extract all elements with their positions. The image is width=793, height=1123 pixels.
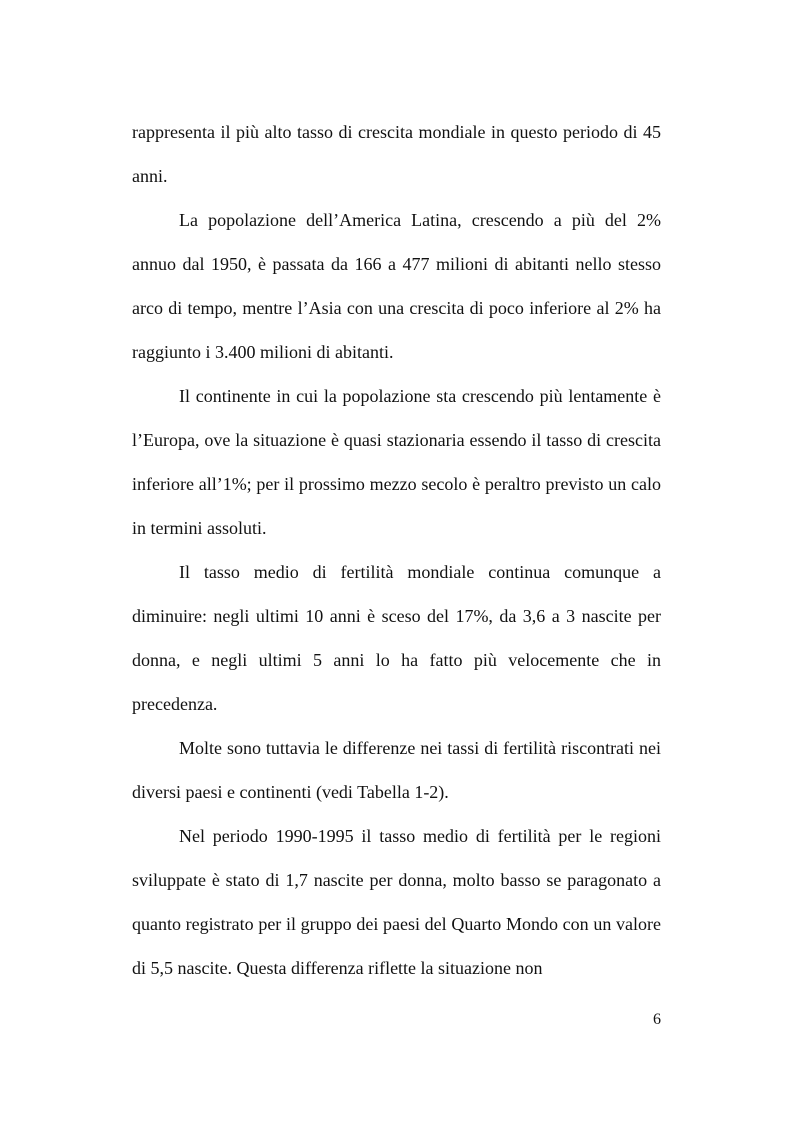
paragraph-fertility-rate: Il tasso medio di fertilità mondiale continua comunque a diminuire: negli ultimi 10 anni è sceso del 17%, da 3,6 a 3 nascite per donna, e negli ultimi 5 anni lo ha fatto più velocemente che in precedenza.	[132, 562, 661, 714]
paragraph-differences: Molte sono tuttavia le differenze nei tassi di fertilità riscontrati nei diversi paesi e continenti (vedi Tabella 1-2).	[132, 738, 661, 802]
paragraph-latin-america: La popolazione dell’America Latina, crescendo a più del 2% annuo dal 1950, è passata da 166 a 477 milioni di abitanti nello stesso arco di tempo, mentre l’Asia con una crescita di poco inferiore al 2% ha raggiunto i 3.400 milioni di abitanti.	[132, 210, 661, 362]
paragraph-europe: Il continente in cui la popolazione sta crescendo più lentamente è l’Europa, ove la situazione è quasi stazionaria essendo il tasso di crescita inferiore all’1%; per il prossimo mezzo secolo è peraltro previsto un calo in termini assoluti.	[132, 386, 661, 538]
paragraph-continuation: rappresenta il più alto tasso di crescita mondiale in questo periodo di 45 anni.	[132, 122, 661, 186]
body-text	[132, 110, 661, 990]
paragraph-period-1990-1995: Nel periodo 1990-1995 il tasso medio di fertilità per le regioni sviluppate è stato di 1,7 nascite per donna, molto basso se paragonato a quanto registrato per il gruppo dei paesi del Quarto Mondo con un valore di 5,5 nascite. Questa differenza riflette la situazione non	[132, 826, 661, 978]
page-number: 6	[653, 1011, 661, 1028]
